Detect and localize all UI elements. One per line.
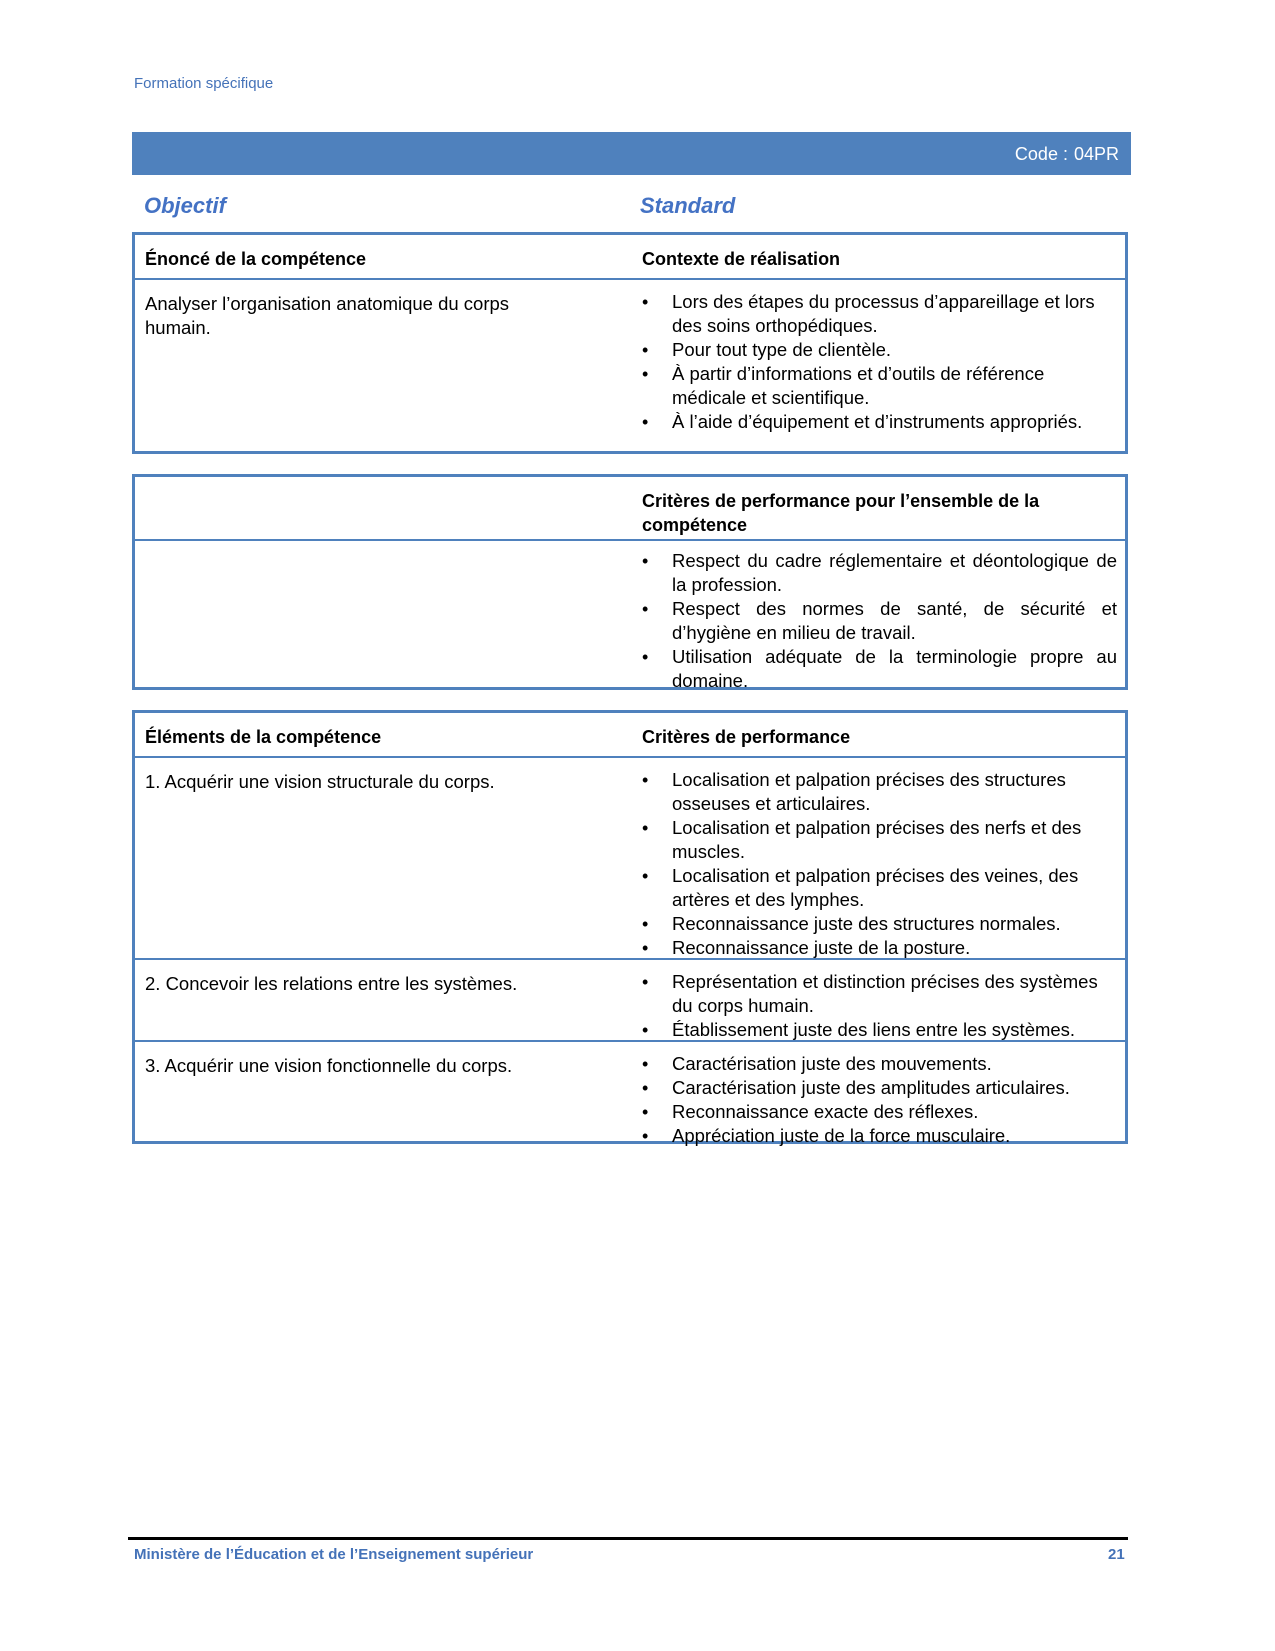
code-banner	[132, 132, 1131, 175]
overall-criteria-header-row	[135, 477, 1125, 541]
page-number: 21	[1108, 1546, 1125, 1563]
context-list-wrap	[642, 290, 1117, 434]
footer-divider	[128, 1537, 1128, 1540]
elements-box	[132, 710, 1128, 1144]
list-item: • Caractérisation juste des mouvements.	[642, 1052, 1117, 1076]
element-criteria-wrap	[642, 768, 1117, 960]
competence-header-row	[135, 235, 1125, 280]
context-header: Contexte de réalisation	[642, 249, 841, 269]
competence-box	[132, 232, 1128, 454]
list-item: • Utilisation adéquate de la terminologie propre au domaine.	[642, 645, 1117, 693]
standard-heading: Standard	[640, 193, 736, 218]
list-item: • Établissement juste des liens entre les systèmes.	[642, 1018, 1117, 1042]
code-label-text: Code :	[1014, 144, 1068, 164]
element-criteria-list	[642, 1052, 1117, 1148]
list-item: • Appréciation juste de la force musculaire.	[642, 1124, 1117, 1148]
list-item: • À l’aide d’équipement et d’instruments appropriés.	[642, 410, 1117, 434]
competence-statement: Analyser l’organisation anatomique du corps humain.	[145, 293, 510, 338]
element-row	[135, 958, 1125, 1040]
list-item: • Pour tout type de clientèle.	[642, 338, 1117, 362]
list-item: • Reconnaissance juste de la posture.	[642, 936, 1117, 960]
overall-criteria-box	[132, 474, 1128, 690]
objective-heading: Objectif	[144, 193, 226, 218]
overall-criteria-row	[135, 541, 1125, 691]
list-item: • Caractérisation juste des amplitudes articulaires.	[642, 1076, 1117, 1100]
element-row	[135, 758, 1125, 958]
elements-header-row	[135, 713, 1125, 758]
list-item: • Lors des étapes du processus d’appareillage et lors des soins orthopédiques.	[642, 290, 1117, 338]
list-item: • Localisation et palpation précises des structures osseuses et articulaires.	[642, 768, 1117, 816]
list-item: • Respect des normes de santé, de sécurité et d’hygiène en milieu de travail.	[642, 597, 1117, 645]
code-label	[1009, 144, 1119, 165]
element-row	[135, 1040, 1125, 1146]
elements-header: Éléments de la compétence	[145, 727, 382, 747]
list-item: • Respect du cadre réglementaire et déontologique de la profession.	[642, 549, 1117, 597]
performance-header: Critères de performance	[642, 727, 851, 747]
list-item: • Localisation et palpation précises des nerfs et des muscles.	[642, 816, 1117, 864]
list-item: • Localisation et palpation précises des veines, des artères et des lymphes.	[642, 864, 1117, 912]
element-criteria-list	[642, 970, 1117, 1042]
statement-header: Énoncé de la compétence	[145, 249, 367, 269]
list-item: • Reconnaissance exacte des réflexes.	[642, 1100, 1117, 1124]
section-title: Formation spécifique	[134, 75, 274, 92]
element-label: 2. Concevoir les relations entre les systèmes.	[145, 973, 518, 994]
element-label: 3. Acquérir une vision fonctionnelle du corps.	[145, 1055, 513, 1076]
code-value: 04PR	[1073, 144, 1119, 164]
element-criteria-wrap	[642, 1052, 1117, 1148]
overall-criteria-wrap	[642, 549, 1117, 693]
competence-row	[135, 280, 1125, 455]
overall-criteria-list	[642, 549, 1117, 693]
footer-ministry: Ministère de l’Éducation et de l’Enseignement supérieur	[134, 1546, 534, 1563]
element-criteria-wrap	[642, 970, 1117, 1042]
overall-criteria-header: Critères de performance pour l’ensemble de la compétence	[642, 491, 1040, 535]
context-list	[642, 290, 1117, 434]
list-item: • À partir d’informations et d’outils de référence médicale et scientifique.	[642, 362, 1117, 410]
element-label: 1. Acquérir une vision structurale du corps.	[145, 771, 495, 792]
list-item: • Représentation et distinction précises des systèmes du corps humain.	[642, 970, 1117, 1018]
element-criteria-list	[642, 768, 1117, 960]
list-item: • Reconnaissance juste des structures normales.	[642, 912, 1117, 936]
